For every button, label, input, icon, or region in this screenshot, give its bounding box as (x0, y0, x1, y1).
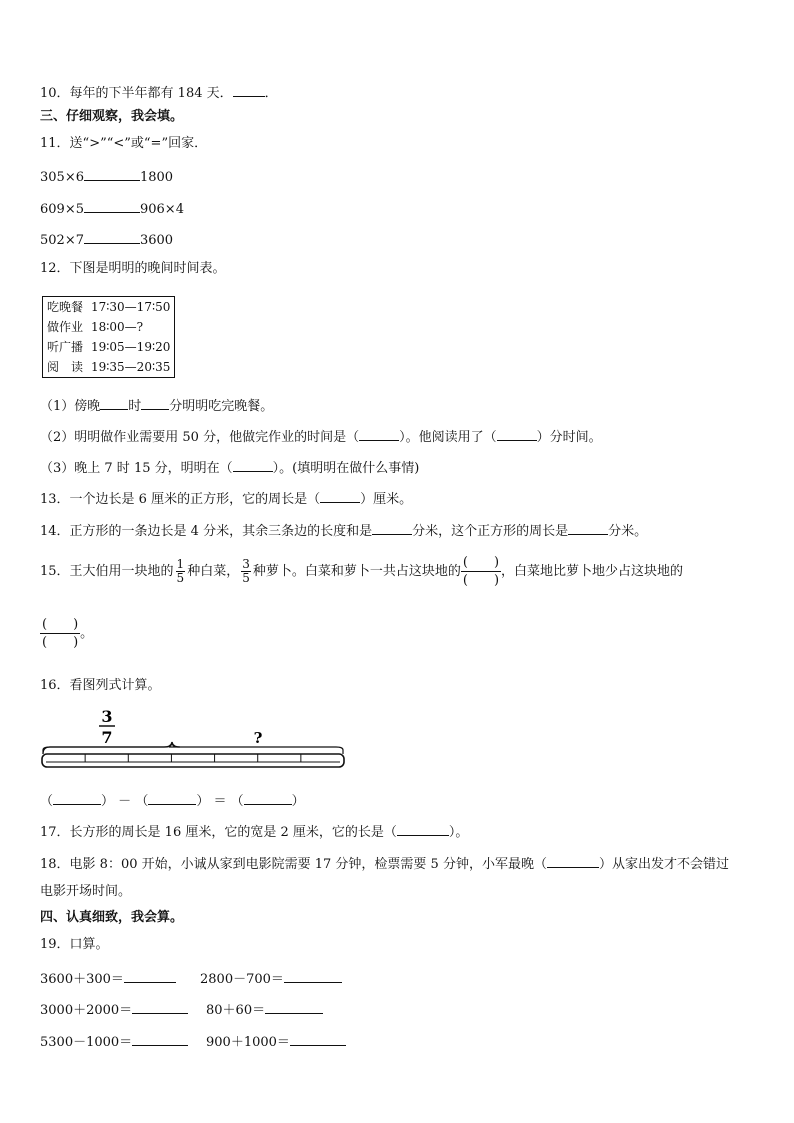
q11-row-2: 609×5 906×4 (40, 198, 184, 219)
timetable-activity: 听广播 (47, 340, 84, 354)
q11-blank-2[interactable] (84, 198, 140, 213)
mental-math-item: 900＋1000＝ (206, 1031, 346, 1050)
mental-math-blank[interactable] (265, 999, 323, 1014)
mental-math-blank[interactable] (132, 1031, 188, 1046)
q11-row-1: 305×6 1800 (40, 166, 173, 187)
q15-continued: ( ) ( ) 。 (42, 617, 94, 650)
mental-math-blank[interactable] (124, 968, 176, 983)
mental-math-item: 80＋60＝ (206, 999, 323, 1018)
q11-blank-3[interactable] (84, 229, 140, 244)
q13: 13．一个边长是 6 厘米的正方形，它的周长是（ ）厘米。 (40, 488, 412, 509)
q10: 10．每年的下半年都有 184 天． ． (40, 82, 278, 103)
timetable-activity: 做作业 (47, 320, 84, 334)
q14-blank-1[interactable] (372, 520, 412, 535)
diagram-fraction-numerator: 3 (101, 707, 113, 726)
q16-blank-1[interactable] (53, 790, 101, 805)
timetable-time: 17∶30—17∶50 (91, 300, 171, 314)
mental-math-item: 3600＋300＝ (40, 968, 176, 987)
q15-answer-fraction-1[interactable]: ( ) ( ) (462, 555, 500, 588)
q12-part-3: （3）晚上 7 时 15 分，明明在（ ）。(填明明在做什么事情) (40, 457, 419, 478)
q12-reading-time-blank[interactable] (497, 426, 537, 441)
fraction-one-fifth: $\frac{1}{5}$ (176, 557, 185, 585)
q16-blank-2[interactable] (148, 790, 196, 805)
q12-activity-blank[interactable] (233, 457, 273, 472)
q16-equation: （ ） － （ ） ＝ （ ） (40, 790, 305, 811)
q11-prompt: 11．送“>”“<”或“=”回家． (40, 136, 208, 151)
q18: 18．电影 8：00 开始，小诚从家到电影院需要 17 分钟，检票需要 5 分钟，小军最晚（ ）从家出发才不会错过 (40, 853, 729, 874)
mental-math-blank[interactable] (284, 968, 342, 983)
mental-math-item: 3000＋2000＝ (40, 999, 188, 1018)
evening-timetable (42, 296, 175, 378)
mental-math-item: 5300－1000＝ (40, 1031, 188, 1050)
segment-bar (42, 754, 344, 767)
timetable-time: 18∶00—? (91, 320, 144, 334)
q12-prompt: 12．下图是明明的晚间时间表。 (40, 261, 226, 276)
mental-math-blank[interactable] (290, 1031, 346, 1046)
q13-blank[interactable] (320, 488, 360, 503)
section-3-heading: 三、仔细观察，我会填。 (40, 109, 184, 124)
q18-continued: 电影开场时间。 (40, 884, 132, 899)
diagram-fraction-denominator: 7 (101, 728, 113, 747)
q14: 14．正方形的一条边长是 4 分米，其余三条边的长度和是 分米，这个正方形的周长是 分米。 (40, 520, 647, 541)
q12-part-2: （2）明明做作业需要用 50 分，他做完作业的时间是（ ）。他阅读用了（ ）分时间。 (40, 426, 602, 447)
q15-answer-fraction-2[interactable]: ( ) ( ) (42, 617, 79, 650)
q10-blank[interactable] (233, 82, 265, 97)
timetable-row (43, 297, 175, 318)
fraction-three-fifths: $\frac{3}{5}$ (242, 557, 250, 585)
q12-hour-blank[interactable] (100, 395, 128, 410)
q14-blank-2[interactable] (568, 520, 608, 535)
timetable-row (43, 337, 175, 357)
q10-text: 10．每年的下半年都有 184 天． (40, 86, 233, 101)
timetable-time: 19∶05—19∶20 (91, 340, 171, 354)
section-4-heading: 四、认真细致，我会算。 (40, 910, 184, 925)
timetable-activity: 阅 读 (47, 360, 84, 374)
q17: 17．长方形的周长是 16 厘米，它的宽是 2 厘米，它的长是（ ）。 (40, 821, 468, 842)
timetable-row (43, 357, 175, 378)
q18-blank[interactable] (547, 853, 599, 868)
timetable-row (43, 317, 175, 337)
q12-minute-blank[interactable] (141, 395, 169, 410)
whole-brace (43, 742, 343, 754)
mental-math-blank[interactable] (132, 999, 188, 1014)
q16-prompt: 16．看图列式计算。 (40, 678, 161, 693)
q12-finish-time-blank[interactable] (359, 426, 399, 441)
segment-diagram (38, 702, 348, 777)
q11-blank-1[interactable] (84, 166, 140, 181)
mental-math-item: 2800－700＝ (200, 968, 342, 987)
q11-row-3: 502×7 3600 (40, 229, 173, 250)
q12-part-1: （1）傍晚 时 分明明吃完晚餐。 (40, 395, 273, 416)
q19-prompt: 19．口算。 (40, 937, 109, 952)
timetable-time: 19∶35—20∶35 (91, 360, 171, 374)
timetable-activity: 吃晚餐 (47, 300, 84, 314)
q17-blank[interactable] (397, 821, 449, 836)
q15: 15．王大伯用一块地的 $\frac{1}{5}$ 种白菜， $\frac{3}{5}$ 种萝卜。白菜和萝卜一共占这块地的 ( ) ( ) ，白菜地比萝卜地少占这块地的 (40, 555, 684, 588)
q16-blank-3[interactable] (244, 790, 292, 805)
diagram-question-mark: ? (253, 729, 263, 747)
